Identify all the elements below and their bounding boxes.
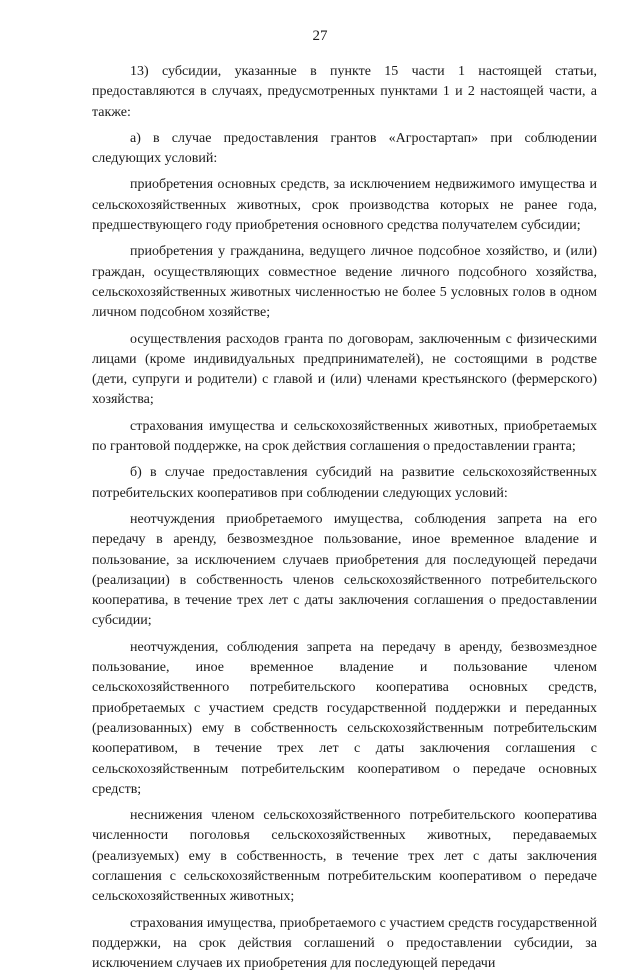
paragraph-condition: неотчуждения приобретаемого имущества, соблюдения запрета на его передачу в аренду, безвозмездное пользование, иное временное владение и пользование, за исключением случаев приобретения для последующей передачи (реализации) в собственность членов сельскохозяйственного потребительского кооператива, в течение трех лет с даты заключения соглашения о предоставлении субсидии; bbox=[92, 511, 597, 629]
document-body bbox=[92, 62, 597, 980]
paragraph-subitem-a: а) в случае предоставления грантов «Агростартап» при соблюдении следующих условий: bbox=[92, 130, 597, 167]
paragraph-condition: страхования имущества, приобретаемого с участием средств государственной поддержки, на срок действия соглашений о предоставлении субсидии, за исключением случаев их приобретения для последующей передачи bbox=[92, 915, 597, 972]
paragraph-subitem-b: б) в случае предоставления субсидий на развитие сельскохозяйственных потребительских кооперативов при соблюдении следующих условий: bbox=[92, 465, 597, 501]
page-number: 27 bbox=[312, 28, 328, 44]
paragraph-condition: неснижения членом сельскохозяйственного потребительского кооператива численности поголовья сельскохозяйственных животных, передаваемых (реализуемых) ему в собственность, в течение трех лет с даты заключения соглашения с сельскохозяйственным потребительским кооперативом о передаче сельскохозяйственных животных; bbox=[92, 808, 597, 905]
paragraph-condition: неотчуждения, соблюдения запрета на передачу в аренду, безвозмездное пользование, иное временное владение и пользование членом сельскохозяйственного потребительского кооператива основных средств, приобретаемых с участием средств государственной поддержки и переданных (реализованных) ему в собственность сельскохозяйственным потребительским кооперативом, в течение трех лет с даты заключения соглашения с сельскохозяйственным потребительским кооперативом о передаче основных средств; bbox=[92, 639, 597, 797]
paragraph-condition: осуществления расходов гранта по договорам, заключенным с физическими лицами (кроме индивидуальных предпринимателей), не состоящими в родстве (дети, супруги и родители) с главой и (или) членами крестьянского (фермерского) хозяйства; bbox=[92, 331, 597, 408]
paragraph-item-13: 13) субсидии, указанные в пункте 15 части 1 настоящей статьи, предоставляются в случаях, предусмотренных пунктами 1 и 2 настоящей части, а также: bbox=[92, 64, 597, 120]
paragraph-condition: страхования имущества и сельскохозяйственных животных, приобретаемых по грантовой поддержке, на срок действия соглашения о предоставлении гранта; bbox=[92, 418, 597, 455]
paragraph-condition: приобретения основных средств, за исключением недвижимого имущества и сельскохозяйственных животных, срок производства которых не ранее года, предшествующего году приобретения основного средства получателем субсидии; bbox=[92, 177, 597, 234]
paragraph-condition: приобретения у гражданина, ведущего личное подсобное хозяйство, и (или) граждан, осуществляющих совместное ведение личного подсобного хозяйства, сельскохозяйственных животных численностью не более 5 условных голов в одном личном подсобном хозяйстве; bbox=[92, 244, 597, 321]
